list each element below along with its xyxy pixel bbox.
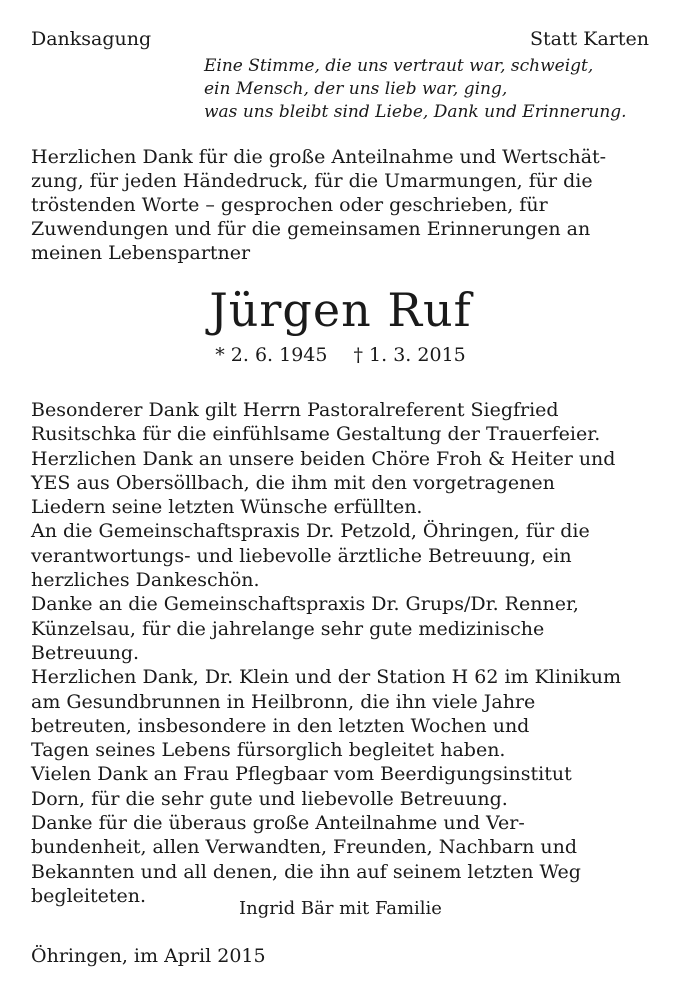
body-line: Danke für die überaus große Anteilnahme und Ver- (31, 812, 525, 835)
body-line: Vielen Dank an Frau Pflegbaar vom Beerdigungsinstitut (31, 763, 572, 786)
deceased-name: Jürgen Ruf (209, 283, 472, 337)
acknowledgements (31, 398, 656, 908)
poem (204, 55, 627, 124)
body-line: herzliches Dankeschön. (31, 569, 260, 592)
body-line: An die Gemeinschaftspraxis Dr. Petzold, Öhringen, für die (31, 520, 590, 543)
body-line: Betreuung. (31, 641, 140, 664)
body-line: Künzelsau, für die jahrelange sehr gute medizinische (31, 617, 545, 640)
body-line: Liedern seine letzten Wünsche erfüllten. (31, 496, 423, 519)
body-line: am Gesundbrunnen in Heilbronn, die ihn viele Jahre (31, 690, 536, 713)
poem-line: Eine Stimme, die uns vertraut war, schweigt, (204, 56, 594, 76)
body-line: Danke an die Gemeinschaftspraxis Dr. Grups/Dr. Renner, (31, 593, 579, 616)
body-line: verantwortungs- und liebevolle ärztliche Betreuung, ein (31, 544, 572, 567)
body-line: Tagen seines Lebens fürsorglich begleitet haben. (31, 739, 506, 762)
intro-line: Herzlichen Dank für die große Anteilnahme und Wertschät- (31, 146, 607, 168)
body-line: Besonderer Dank gilt Herrn Pastoralreferent Siegfried (31, 399, 559, 421)
intro-paragraph (31, 145, 656, 265)
body-line: bundenheit, allen Verwandten, Freunden, Nachbarn und (31, 836, 578, 859)
place-and-date: Öhringen, im April 2015 (31, 945, 266, 967)
body-line: YES aus Obersöllbach, die ihm mit den vorgetragenen (31, 471, 555, 494)
body-line: begleiteten. (31, 884, 147, 907)
header-note: Statt Karten (529, 28, 649, 50)
body-line: Rusitschka für die einfühlsame Gestaltung der Trauerfeier. (31, 423, 601, 446)
intro-line: Zuwendungen und für die gemeinsamen Erinnerungen an (31, 218, 591, 240)
body-line: Herzlichen Dank, Dr. Klein und der Station H 62 im Klinikum (31, 666, 622, 689)
body-line: Dorn, für die sehr gute und liebevolle Betreuung. (31, 787, 508, 810)
header-title: Danksagung (31, 28, 152, 50)
life-dates (0, 343, 681, 367)
body-line: Herzlichen Dank an unsere beiden Chöre Froh & Heiter und (31, 447, 616, 470)
signature: Ingrid Bär mit Familie (239, 898, 442, 919)
intro-line: tröstenden Worte – gesprochen oder geschrieben, für (31, 194, 548, 216)
poem-line: was uns bleibt sind Liebe, Dank und Erinnerung. (204, 102, 627, 122)
body-line: betreuten, insbesondere in den letzten Wochen und (31, 714, 530, 737)
body-line: Bekannten und all denen, die ihn auf seinem letzten Weg (31, 860, 581, 883)
birth-date: * 2. 6. 1945 (215, 344, 328, 366)
intro-line: zung, für jeden Händedruck, für die Umarmungen, für die (31, 170, 593, 192)
poem-line: ein Mensch, der uns lieb war, ging, (204, 79, 508, 99)
death-date: † 1. 3. 2015 (353, 344, 466, 366)
intro-line: meinen Lebenspartner (31, 242, 251, 264)
